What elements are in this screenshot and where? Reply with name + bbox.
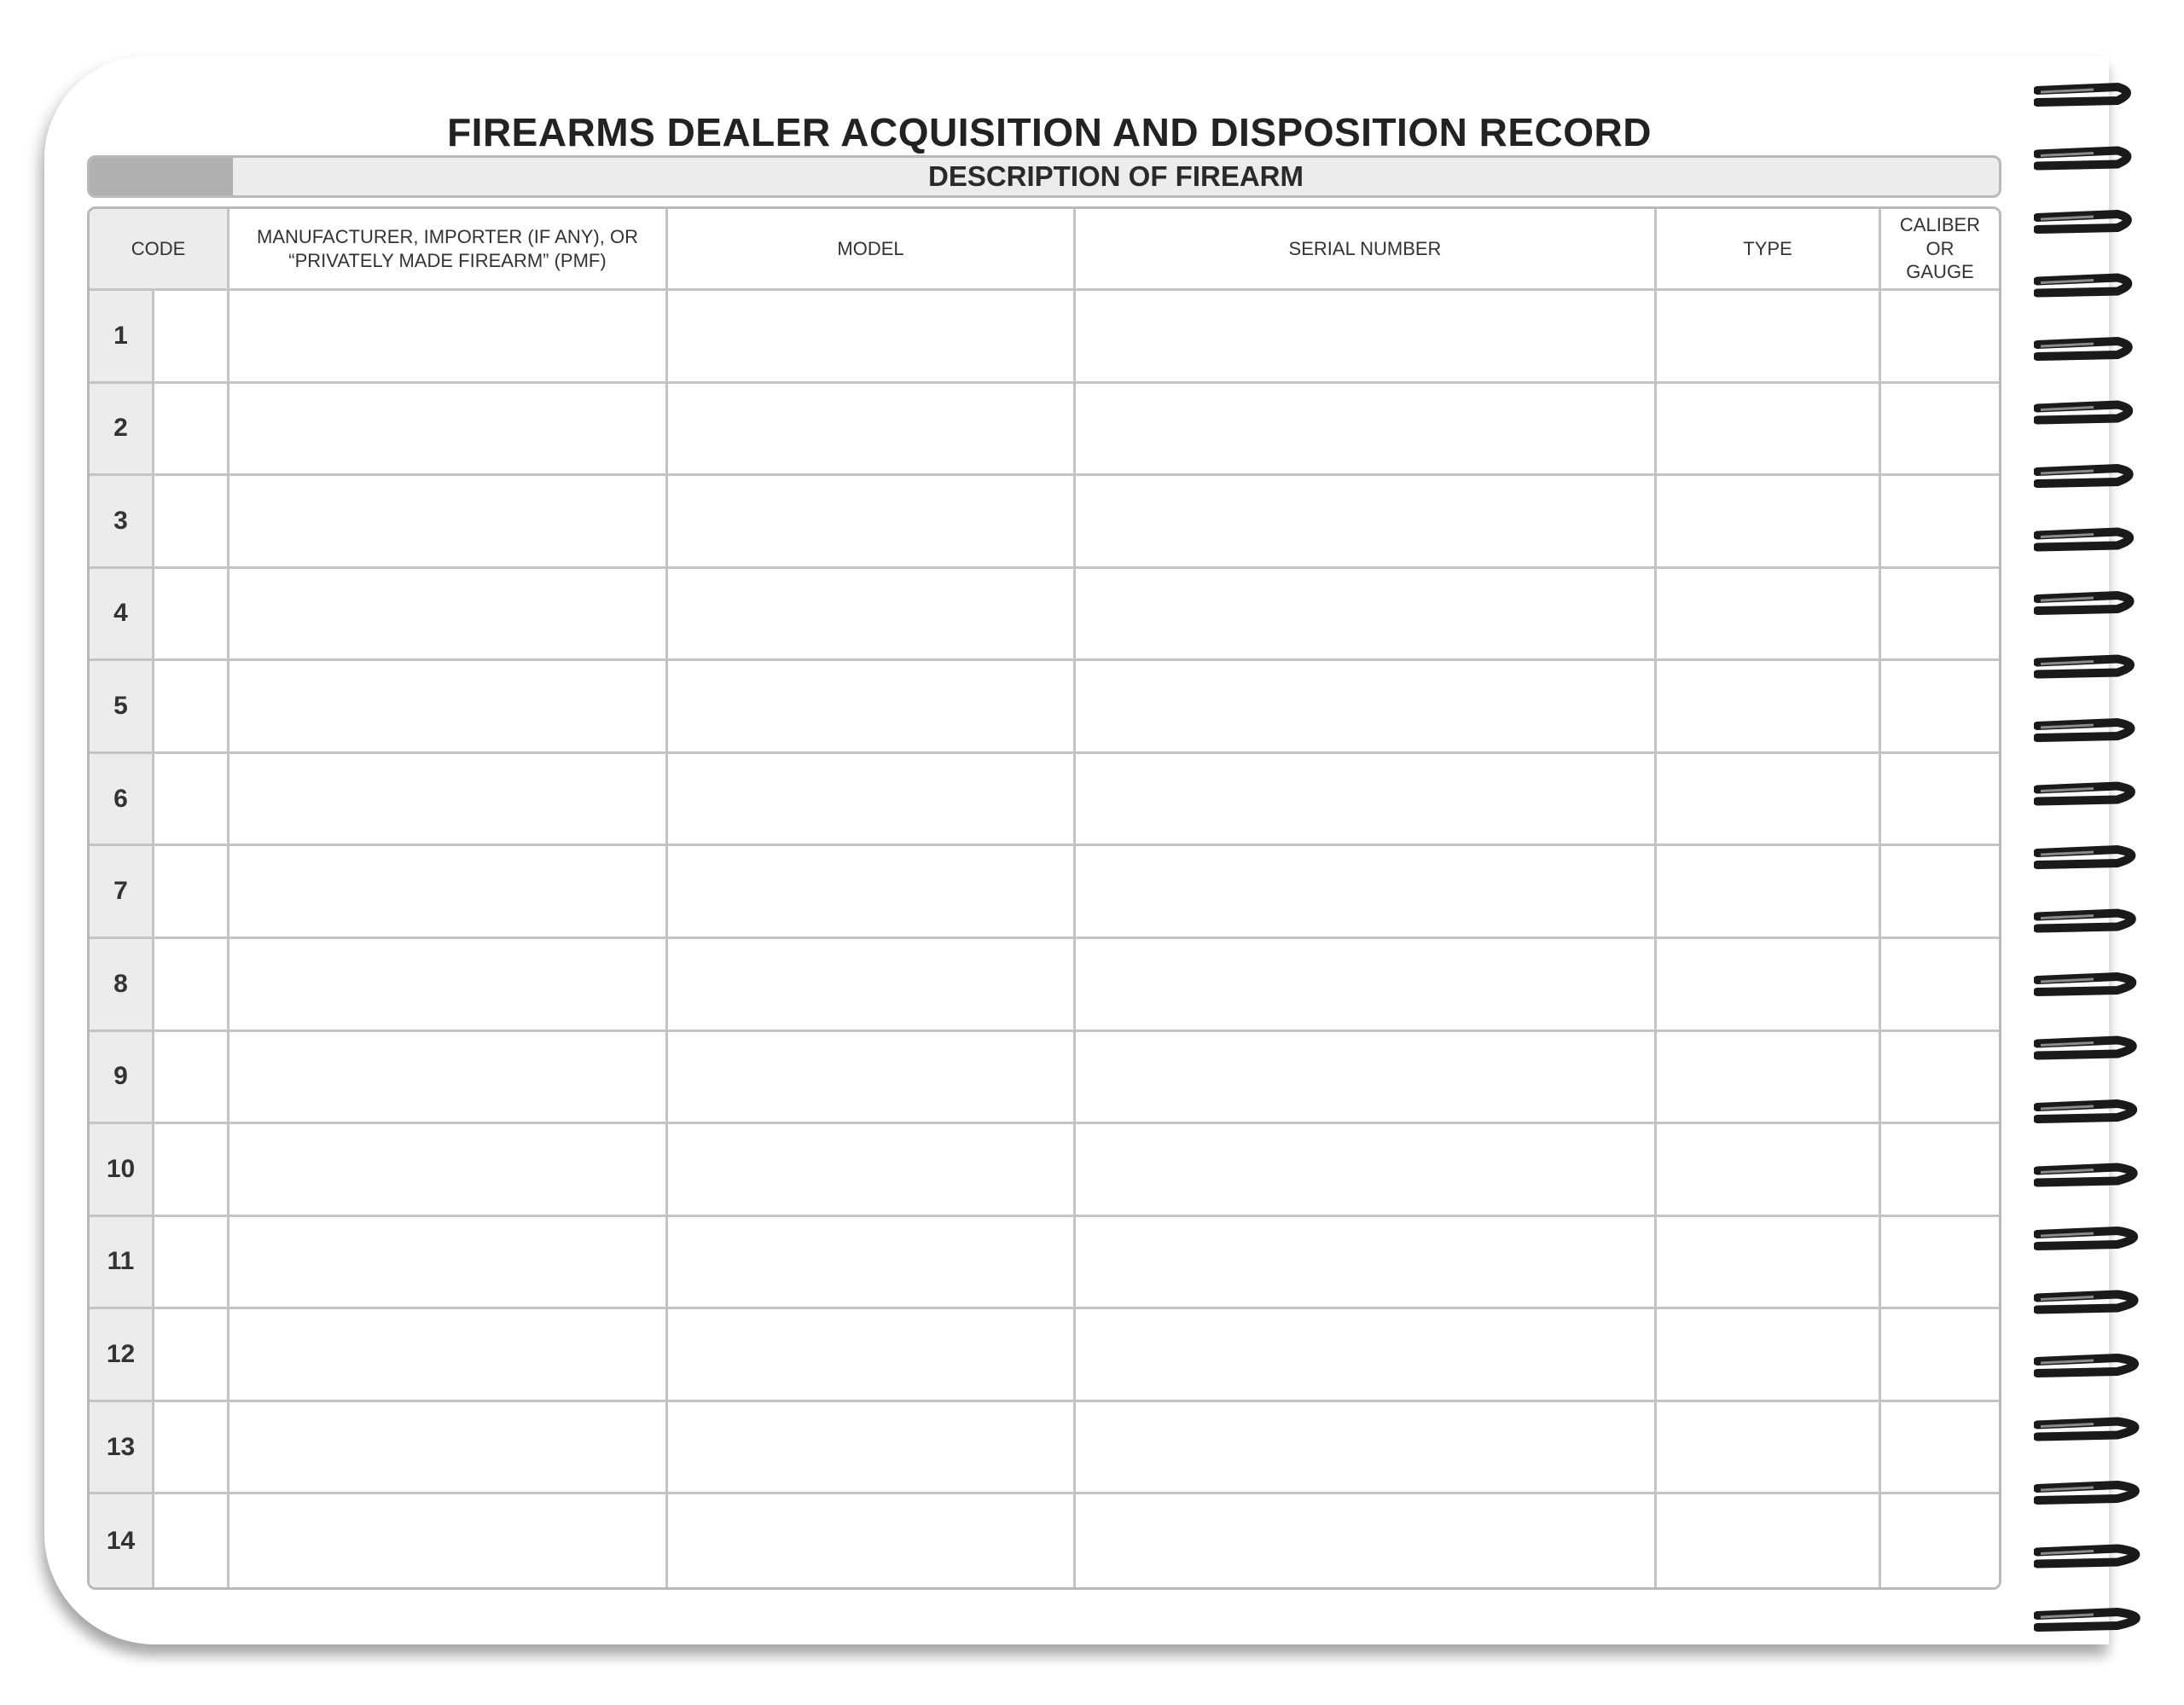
cell-code-box[interactable] xyxy=(154,1309,229,1402)
cell-manufacturer[interactable] xyxy=(229,291,668,384)
cell-manufacturer[interactable] xyxy=(229,754,668,847)
spiral-coil xyxy=(2037,278,2128,293)
cell-serial-number[interactable] xyxy=(1076,1217,1657,1310)
cell-type[interactable] xyxy=(1657,661,1881,754)
cell-caliber[interactable] xyxy=(1881,661,1999,754)
record-table xyxy=(87,206,2001,1590)
cell-code-box[interactable] xyxy=(154,1217,229,1310)
cell-type[interactable] xyxy=(1657,939,1881,1032)
row-number: 1 xyxy=(90,291,154,384)
spiral-coil xyxy=(2037,659,2130,675)
section-title: DESCRIPTION OF FIREARM xyxy=(927,160,1304,192)
cell-caliber[interactable] xyxy=(1881,846,1999,939)
cell-serial-number[interactable] xyxy=(1076,939,1657,1032)
cell-serial-number[interactable] xyxy=(1076,1309,1657,1402)
header-manufacturer-line1: MANUFACTURER, IMPORTER (IF ANY), OR xyxy=(257,226,638,247)
spiral-coil xyxy=(2037,1358,2135,1373)
spiral-coil xyxy=(2037,913,2132,929)
cell-model[interactable] xyxy=(668,476,1076,569)
cell-code-box[interactable] xyxy=(154,291,229,384)
cell-code-box[interactable] xyxy=(154,939,229,1032)
cell-code-box[interactable] xyxy=(154,846,229,939)
spiral-coil xyxy=(2037,405,2129,420)
row-number: 14 xyxy=(90,1494,154,1587)
cell-model[interactable] xyxy=(668,1032,1076,1125)
header-caliber-line3: GAUGE xyxy=(1906,261,1974,283)
cell-manufacturer[interactable] xyxy=(229,939,668,1032)
row-number: 6 xyxy=(90,754,154,847)
cell-type[interactable] xyxy=(1657,384,1881,477)
cell-type[interactable] xyxy=(1657,846,1881,939)
spiral-coil xyxy=(2037,850,2131,865)
section-header-bar xyxy=(87,155,2001,198)
cell-serial-number[interactable] xyxy=(1076,291,1657,384)
cell-serial-number[interactable] xyxy=(1076,1124,1657,1217)
spiral-coil xyxy=(2037,214,2128,229)
header-caliber-line2: OR xyxy=(1926,237,1955,259)
cell-code-box[interactable] xyxy=(154,569,229,662)
cell-caliber[interactable] xyxy=(1881,569,1999,662)
cell-serial-number[interactable] xyxy=(1076,846,1657,939)
spiral-coil xyxy=(2037,468,2129,484)
row-number: 3 xyxy=(90,476,154,569)
cell-code-box[interactable] xyxy=(154,384,229,477)
spiral-coil xyxy=(2037,87,2127,102)
row-number: 13 xyxy=(90,1402,154,1495)
cell-caliber[interactable] xyxy=(1881,754,1999,847)
cell-manufacturer[interactable] xyxy=(229,1124,668,1217)
cell-manufacturer[interactable] xyxy=(229,1402,668,1495)
cell-serial-number[interactable] xyxy=(1076,1494,1657,1587)
cell-code-box[interactable] xyxy=(154,1494,229,1587)
cell-manufacturer[interactable] xyxy=(229,384,668,477)
cell-manufacturer[interactable] xyxy=(229,1217,668,1310)
spiral-coil xyxy=(2037,532,2129,548)
cell-model[interactable] xyxy=(668,291,1076,384)
spiral-coil xyxy=(2037,595,2130,611)
cell-model[interactable] xyxy=(668,661,1076,754)
section-tab xyxy=(90,158,233,195)
spiral-coil xyxy=(2037,1549,2135,1564)
cell-serial-number[interactable] xyxy=(1076,476,1657,569)
cell-caliber[interactable] xyxy=(1881,1402,1999,1495)
cell-serial-number[interactable] xyxy=(1076,1402,1657,1495)
cell-caliber[interactable] xyxy=(1881,1494,1999,1587)
cell-model[interactable] xyxy=(668,1494,1076,1587)
cell-code-box[interactable] xyxy=(154,754,229,847)
row-number: 10 xyxy=(90,1124,154,1217)
cell-manufacturer[interactable] xyxy=(229,1032,668,1125)
row-number: 7 xyxy=(90,846,154,939)
spiral-coil xyxy=(2037,1485,2135,1500)
header-caliber xyxy=(1881,209,1999,291)
cell-type[interactable] xyxy=(1657,291,1881,384)
cell-caliber[interactable] xyxy=(1881,384,1999,477)
spiral-coil xyxy=(2037,1295,2135,1310)
cell-serial-number[interactable] xyxy=(1076,754,1657,847)
cell-type[interactable] xyxy=(1657,1494,1881,1587)
spiral-coil xyxy=(2037,1104,2133,1119)
row-number: 5 xyxy=(90,661,154,754)
cell-caliber[interactable] xyxy=(1881,1032,1999,1125)
cell-model[interactable] xyxy=(668,1217,1076,1310)
cell-type[interactable] xyxy=(1657,754,1881,847)
row-number: 4 xyxy=(90,569,154,662)
cell-code-box[interactable] xyxy=(154,1402,229,1495)
cell-code-box[interactable] xyxy=(154,1124,229,1217)
cell-serial-number[interactable] xyxy=(1076,661,1657,754)
cell-model[interactable] xyxy=(668,384,1076,477)
header-caliber-line1: CALIBER xyxy=(1899,214,1981,236)
row-number: 9 xyxy=(90,1032,154,1125)
cell-model[interactable] xyxy=(668,1309,1076,1402)
cell-model[interactable] xyxy=(668,569,1076,662)
cell-caliber[interactable] xyxy=(1881,1124,1999,1217)
cell-type[interactable] xyxy=(1657,476,1881,569)
spiral-binding xyxy=(2034,73,2153,1643)
header-manufacturer xyxy=(229,209,668,291)
spiral-coil xyxy=(2037,151,2127,166)
cell-manufacturer[interactable] xyxy=(229,569,668,662)
cell-manufacturer[interactable] xyxy=(229,476,668,569)
cell-serial-number[interactable] xyxy=(1076,569,1657,662)
row-number: 12 xyxy=(90,1309,154,1402)
cell-type[interactable] xyxy=(1657,1217,1881,1310)
cell-caliber[interactable] xyxy=(1881,291,1999,384)
cell-type[interactable] xyxy=(1657,1124,1881,1217)
header-code: CODE xyxy=(90,209,229,291)
cell-caliber[interactable] xyxy=(1881,939,1999,1032)
cell-caliber[interactable] xyxy=(1881,1217,1999,1310)
spiral-coil xyxy=(2037,1422,2135,1437)
spiral-coil xyxy=(2037,722,2131,738)
header-type: TYPE xyxy=(1657,209,1881,291)
cell-model[interactable] xyxy=(668,846,1076,939)
spiral-coil xyxy=(2037,341,2129,357)
cell-serial-number[interactable] xyxy=(1076,1032,1657,1125)
spiral-coil xyxy=(2037,1041,2133,1056)
cell-type[interactable] xyxy=(1657,1402,1881,1495)
cell-type[interactable] xyxy=(1657,569,1881,662)
row-number: 8 xyxy=(90,939,154,1032)
cell-manufacturer[interactable] xyxy=(229,1309,668,1402)
cell-code-box[interactable] xyxy=(154,661,229,754)
page-title: FIREARMS DEALER ACQUISITION AND DISPOSITION RECORD xyxy=(447,110,1652,154)
cell-caliber[interactable] xyxy=(1881,1309,1999,1402)
spiral-coil xyxy=(2037,977,2132,992)
cell-code-box[interactable] xyxy=(154,476,229,569)
cell-model[interactable] xyxy=(668,754,1076,847)
header-serial-number: SERIAL NUMBER xyxy=(1076,209,1657,291)
cell-model[interactable] xyxy=(668,1402,1076,1495)
cell-type[interactable] xyxy=(1657,1309,1881,1402)
cell-caliber[interactable] xyxy=(1881,476,1999,569)
cell-type[interactable] xyxy=(1657,1032,1881,1125)
row-number: 11 xyxy=(90,1217,154,1310)
spiral-coil xyxy=(2037,1612,2136,1627)
header-manufacturer-line2: “PRIVATELY MADE FIREARM” (PMF) xyxy=(288,249,607,271)
cell-manufacturer[interactable] xyxy=(229,1494,668,1587)
spiral-coil xyxy=(2037,1231,2134,1246)
cell-model[interactable] xyxy=(668,1124,1076,1217)
spiral-coil xyxy=(2037,786,2131,802)
cell-code-box[interactable] xyxy=(154,1032,229,1125)
cell-manufacturer[interactable] xyxy=(229,661,668,754)
row-number: 2 xyxy=(90,384,154,477)
header-model: MODEL xyxy=(668,209,1076,291)
cell-model[interactable] xyxy=(668,939,1076,1032)
spiral-coil xyxy=(2037,1168,2134,1183)
cell-serial-number[interactable] xyxy=(1076,384,1657,477)
cell-manufacturer[interactable] xyxy=(229,846,668,939)
